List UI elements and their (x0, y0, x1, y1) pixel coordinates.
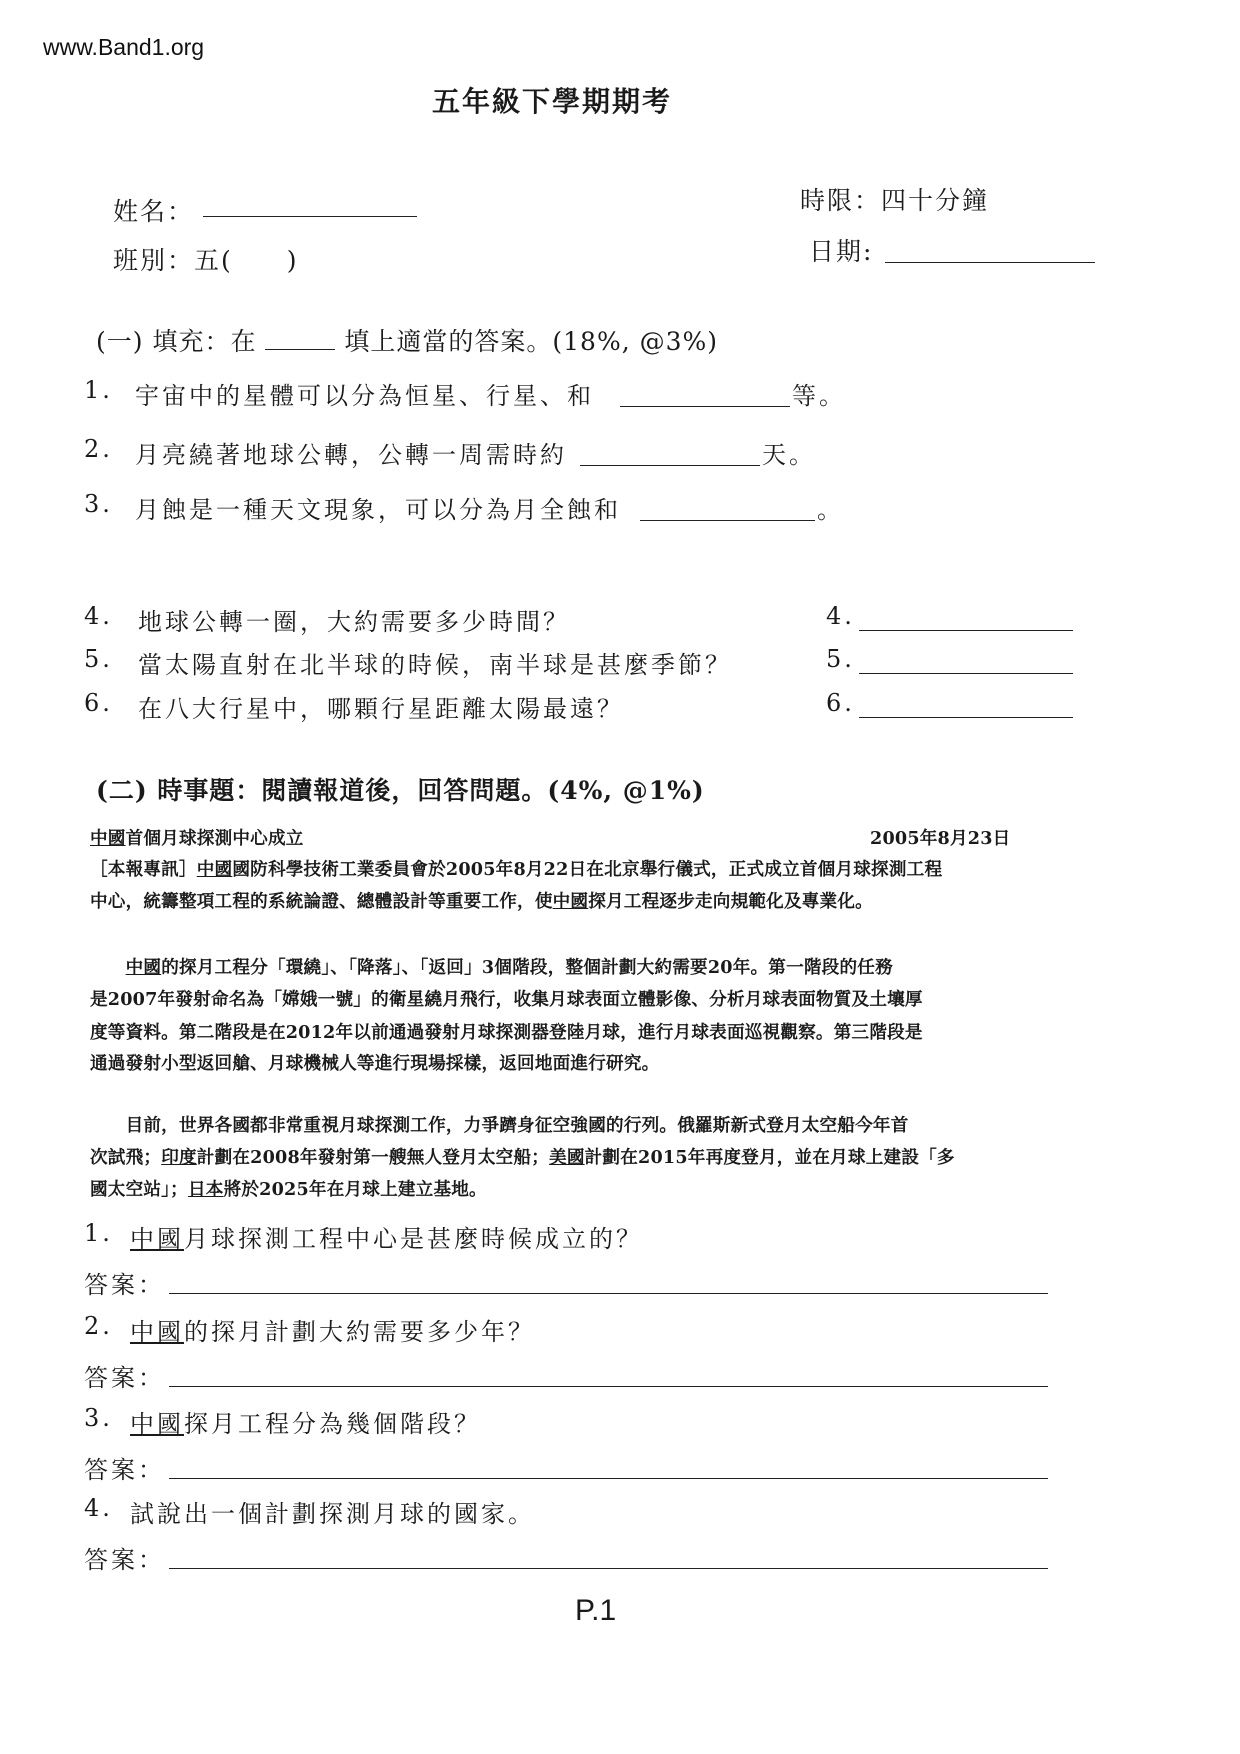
text-segment: 首個月球探測中心成立 (125, 828, 304, 849)
article-line (90, 888, 873, 913)
underlined-term: 中國 (130, 1225, 184, 1253)
underlined-term: 中國 (130, 1410, 184, 1438)
text-segment: ［本報專訊］ (90, 859, 197, 880)
short-question-text: 在八大行星中，哪顆行星距離太陽最遠？ (138, 695, 624, 723)
site-watermark: www.Band1.org (43, 34, 205, 60)
underlined-term: 中國 (130, 1318, 184, 1346)
answer-line[interactable] (169, 1478, 1048, 1479)
fill-question-suffix: 天。 (762, 441, 816, 469)
question-number: 4. (84, 1494, 113, 1522)
date-label: 日期: (809, 237, 874, 266)
answer-label: 答案： (84, 1546, 165, 1574)
underlined-term: 中國 (196, 859, 233, 880)
text-segment: 探月工程分為幾個階段？ (184, 1410, 481, 1438)
short-question-number: 4. (84, 602, 113, 630)
underlined-term: 中國 (90, 828, 126, 849)
date-field[interactable] (885, 262, 1095, 263)
text-segment: 是2007年發射命名為「嫦娥一號」的衛星繞月飛行，收集月球表面立體影像、分析月球表面物質及土壤厚 (90, 989, 923, 1010)
answer-number: 4. (826, 602, 855, 630)
question-number: 3. (84, 1404, 113, 1432)
article-line (90, 986, 923, 1011)
fill-question-text: 月蝕是一種天文現象，可以分為月全蝕和 (135, 496, 621, 524)
text-segment: 目前，世界各國都非常重視月球探測工作，力爭躋身征空強國的行列。俄羅斯新式登月太空船今年首 (90, 1115, 909, 1136)
blank-sample (265, 331, 335, 350)
article-line (90, 954, 893, 979)
article-line (90, 1050, 659, 1075)
text-segment: 月球探測工程中心是甚麼時候成立的？ (184, 1225, 643, 1253)
fill-question-suffix: 。 (817, 496, 844, 524)
answer-line[interactable] (169, 1293, 1048, 1294)
fill-question-number: 2. (84, 435, 113, 463)
short-question-text: 地球公轉一圈，大約需要多少時間？ (138, 608, 570, 636)
section1-heading (96, 322, 718, 358)
short-question-text: 當太陽直射在北半球的時候，南半球是甚麼季節？ (138, 651, 732, 679)
article-line (90, 1176, 487, 1201)
answer-line[interactable] (169, 1386, 1048, 1387)
short-answer-line[interactable] (859, 673, 1073, 674)
answer-number: 6. (826, 689, 855, 717)
question-number: 2. (84, 1312, 113, 1340)
article-line (90, 1144, 955, 1169)
page-number: P.1 (575, 1594, 617, 1627)
time-limit: 時限：四十分鐘 (800, 186, 990, 215)
text-segment: 探月工程逐步走向規範化及專業化。 (588, 891, 873, 912)
section2-heading: (二) 時事題：閱讀報道後，回答問題。(4%, @1%) (96, 776, 705, 805)
article-line (90, 856, 942, 881)
short-answer-line[interactable] (859, 717, 1073, 718)
underlined-term: 中國 (125, 957, 162, 978)
text-segment: 國太空站」； (90, 1179, 188, 1200)
underlined-term: 中國 (552, 891, 589, 912)
text-segment: 的探月計劃大約需要多少年？ (184, 1318, 535, 1346)
text-segment: 通過發射小型返回艙、月球機械人等進行現場採樣，返回地面進行研究。 (90, 1053, 660, 1074)
text-segment: 計劃在2008年發射第一艘無人登月太空船； (196, 1147, 550, 1168)
answer-label: 答案： (84, 1271, 165, 1299)
fill-question-number: 1. (84, 376, 113, 404)
question-text (130, 1494, 535, 1529)
name-label: 姓名： (113, 197, 195, 226)
underlined-term: 美國 (549, 1147, 585, 1168)
fill-question-text: 宇宙中的星體可以分為恒星、行星、和 (135, 382, 594, 410)
question-text (130, 1219, 643, 1254)
section1-heading-pre: (一) 填充：在 (96, 327, 257, 356)
class-label: 班別：五( ) (113, 246, 299, 275)
question-text (130, 1404, 481, 1439)
question-text (130, 1312, 535, 1347)
answer-label: 答案： (84, 1456, 165, 1484)
fill-answer-blank[interactable] (640, 520, 815, 521)
answer-label: 答案： (84, 1364, 165, 1392)
text-segment: 中心，統籌整項工程的系統論證、總體設計等重要工作，使 (90, 891, 553, 912)
fill-question-suffix: 等。 (792, 382, 846, 410)
fill-question-number: 3. (84, 490, 113, 518)
text-segment: 的探月工程分「環繞」、「降落」、「返回」3個階段，整個計劃大約需要20年。第一階段的任務 (161, 957, 893, 978)
fill-answer-blank[interactable] (580, 465, 760, 466)
name-field[interactable] (203, 216, 417, 217)
text-segment: 計劃在2015年再度登月，並在月球上建設「多 (584, 1147, 955, 1168)
question-number: 1. (84, 1219, 113, 1247)
fill-question-text: 月亮繞著地球公轉，公轉一周需時約 (135, 441, 567, 469)
article-title (90, 825, 304, 850)
short-answer-line[interactable] (859, 630, 1073, 631)
short-question-number: 6. (84, 689, 113, 717)
section1-heading-post: 填上適當的答案。(18%, @3%) (344, 327, 719, 356)
page-title: 五年級下學期期考 (431, 85, 672, 118)
text-segment (90, 957, 126, 978)
text-segment: 試說出一個計劃探測月球的國家。 (130, 1500, 535, 1528)
article-line (90, 1112, 909, 1137)
article-line (90, 1019, 923, 1044)
text-segment: 國防科學技術工業委員會於2005年8月22日在北京舉行儀式，正式成立首個月球探測工程 (232, 859, 943, 880)
answer-line[interactable] (169, 1568, 1048, 1569)
text-segment: 度等資料。第二階段是在2012年以前通過發射月球探測器登陸月球，進行月球表面巡視觀察。第三階段是 (90, 1022, 923, 1043)
short-question-number: 5. (84, 645, 113, 673)
article-date: 2005年8月23日 (870, 828, 1011, 849)
text-segment: 次試飛； (90, 1147, 162, 1168)
underlined-term: 日本 (187, 1179, 224, 1200)
answer-number: 5. (826, 645, 855, 673)
fill-answer-blank[interactable] (620, 406, 790, 407)
underlined-term: 印度 (161, 1147, 197, 1168)
text-segment: 將於2025年在月球上建立基地。 (223, 1179, 487, 1200)
